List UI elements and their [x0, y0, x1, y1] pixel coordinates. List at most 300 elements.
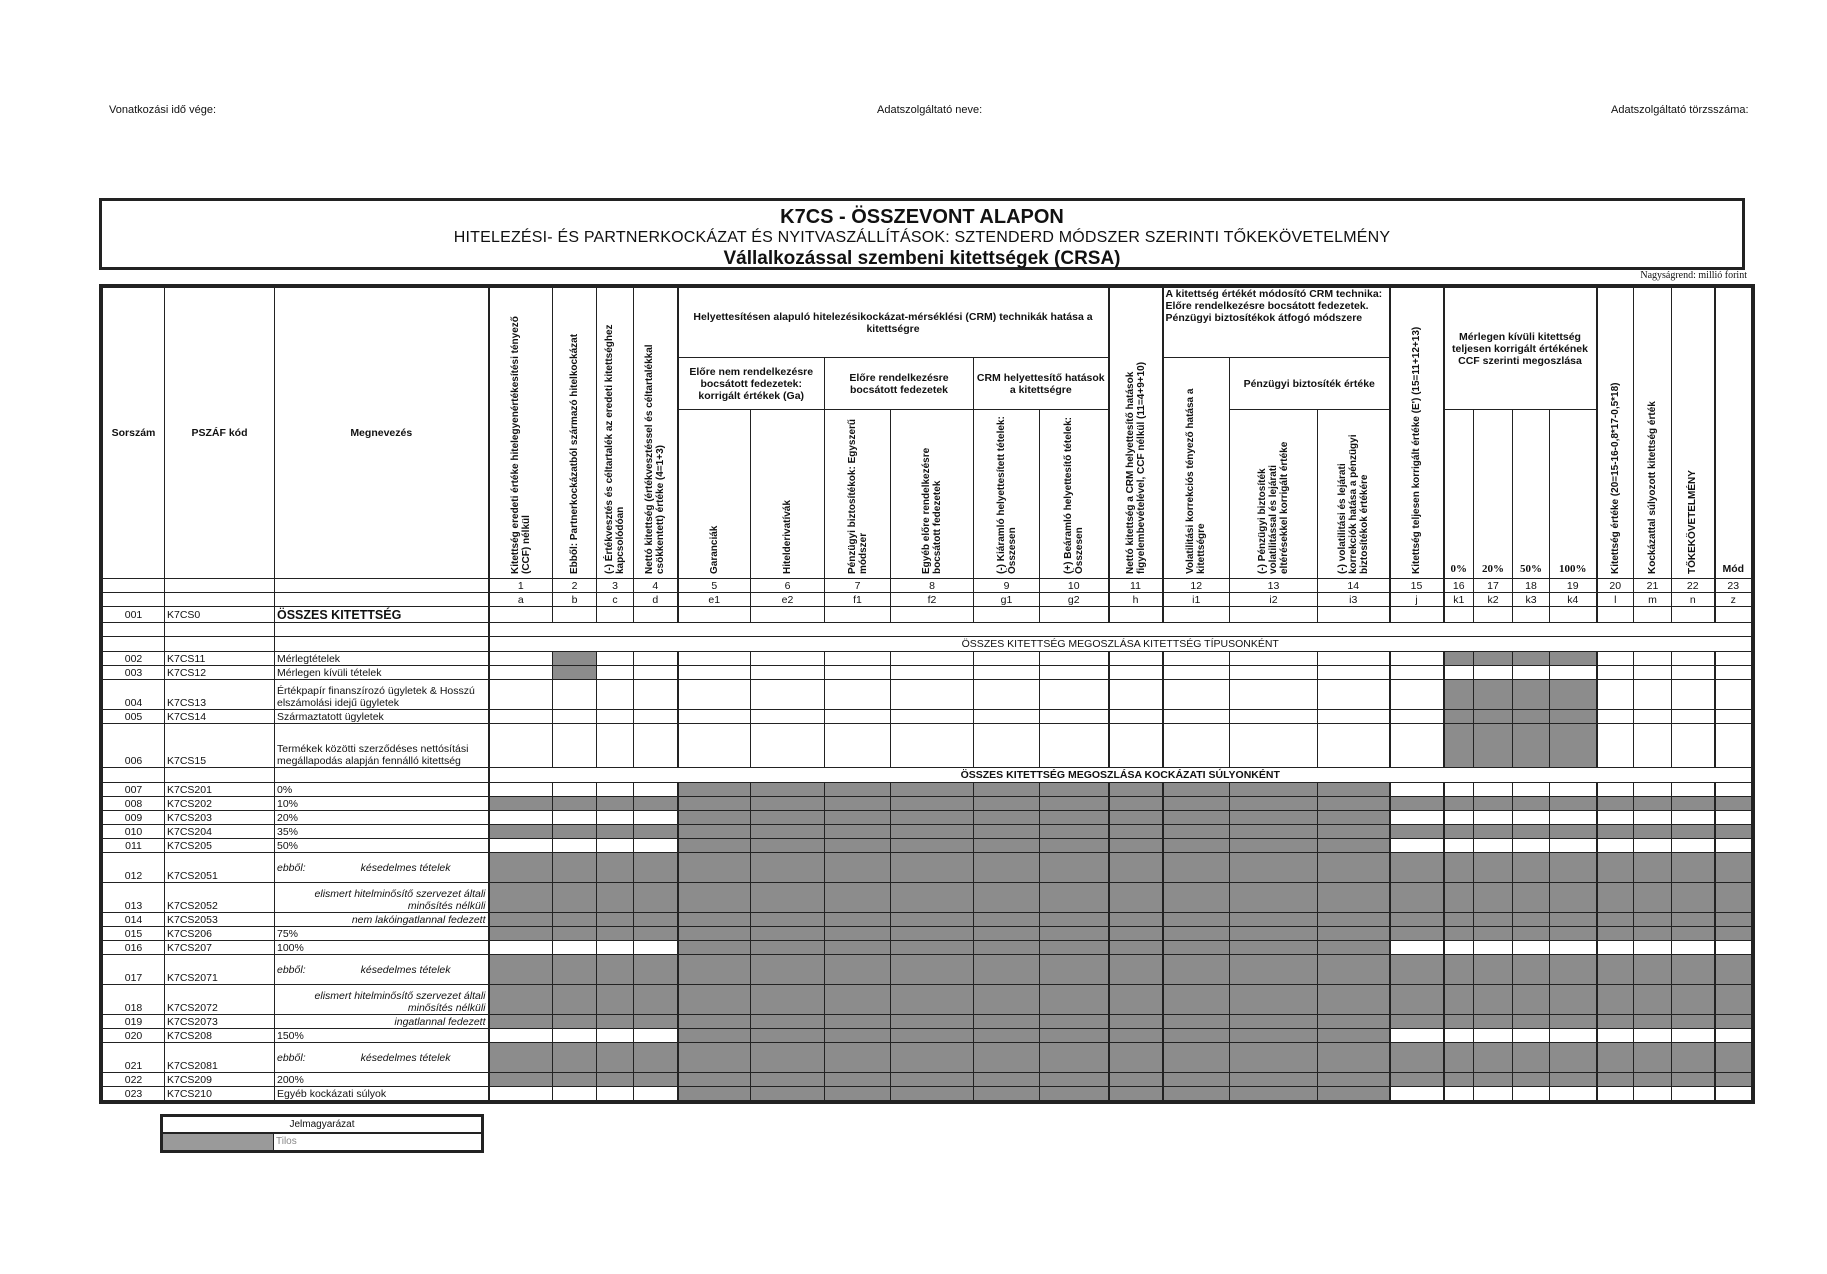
table-cell: [1390, 666, 1444, 680]
table-cell: [165, 593, 275, 607]
forbidden-cell: [1444, 927, 1474, 941]
input-cell[interactable]: [1634, 607, 1672, 623]
table-row: [103, 724, 1752, 768]
table-cell: m: [1634, 593, 1672, 607]
legend-forbidden-swatch: [163, 1134, 274, 1150]
table-cell: 9: [974, 579, 1040, 593]
forbidden-cell: [1550, 710, 1597, 724]
forbidden-cell: [1390, 927, 1444, 941]
table-cell: [489, 941, 553, 955]
table-cell: [553, 941, 597, 955]
col-header-8: Egyéb előre rendelkezésre bocsátott fedezetek: [891, 410, 974, 579]
forbidden-cell: [974, 1015, 1040, 1029]
forbidden-cell: [1109, 883, 1163, 913]
forbidden-cell: [489, 797, 553, 811]
table-cell: [1109, 680, 1163, 710]
forbidden-cell: [489, 883, 553, 913]
input-cell[interactable]: [1109, 607, 1163, 623]
table-cell: 1: [489, 579, 553, 593]
table-row: [103, 783, 1752, 797]
table-cell: [1474, 783, 1513, 797]
forbidden-cell: [891, 825, 974, 839]
forbidden-cell: [1715, 1073, 1752, 1087]
col-header-15: Kitettség teljesen korrigált értéke (E') (15=11+12+13): [1390, 288, 1444, 579]
table-cell: [974, 724, 1040, 768]
forbidden-cell: [597, 985, 634, 1015]
forbidden-cell: [974, 1029, 1040, 1043]
table-cell: [1040, 666, 1109, 680]
table-cell: [275, 623, 489, 637]
forbidden-cell: [597, 1015, 634, 1029]
forbidden-cell: [1672, 913, 1715, 927]
table-cell: [825, 680, 891, 710]
table-cell: k3: [1513, 593, 1550, 607]
forbidden-cell: [1444, 1073, 1474, 1087]
table-cell: [1474, 811, 1513, 825]
table-cell: [678, 666, 751, 680]
col-header-3: (-) Értékvesztés és céltartalék az eredeti kitettséghez kapcsolódóan: [597, 288, 634, 579]
forbidden-cell: [825, 941, 891, 955]
table-cell: [1715, 1029, 1752, 1043]
input-cell[interactable]: [891, 607, 974, 623]
table-cell: [678, 652, 751, 666]
form-subtitle: HITELEZÉSI- ÉS PARTNERKOCKÁZAT ÉS NYITVASZÁLLÍTÁSOK: SZTENDERD MÓDSZER SZERINTI TŐKEKÖVETELMÉNY: [453, 229, 1391, 246]
forbidden-cell: [553, 853, 597, 883]
forbidden-cell: [1672, 825, 1715, 839]
forbidden-cell: [553, 1015, 597, 1029]
forbidden-cell: [825, 913, 891, 927]
forbidden-cell: [1163, 955, 1230, 985]
forbidden-cell: [1163, 1015, 1230, 1029]
col-header-1: Kitettség eredeti értéke hitelegyenértékesítési tényező (CCF) nélkül: [489, 288, 553, 579]
forbidden-cell: [1715, 985, 1752, 1015]
input-cell[interactable]: [1318, 607, 1390, 623]
table-cell: [1444, 1029, 1474, 1043]
table-row: [103, 941, 1752, 955]
table-cell: [1550, 811, 1597, 825]
forbidden-cell: [1318, 1087, 1390, 1101]
forbidden-cell: [974, 1043, 1040, 1073]
table-cell: 022: [103, 1073, 165, 1087]
forbidden-cell: [1163, 853, 1230, 883]
forbidden-cell: [1163, 797, 1230, 811]
table-cell: c: [597, 593, 634, 607]
forbidden-cell: [1513, 927, 1550, 941]
forbidden-cell: [751, 1073, 825, 1087]
table-cell: [1163, 710, 1230, 724]
unit-note: Nagyságrend: millió forint: [1640, 270, 1747, 281]
table-cell: [1715, 680, 1752, 710]
forbidden-cell: [678, 941, 751, 955]
table-cell: [1634, 666, 1672, 680]
forbidden-cell: [1109, 913, 1163, 927]
table-cell: 6: [751, 579, 825, 593]
input-cell[interactable]: [825, 607, 891, 623]
table-cell: 20: [1597, 579, 1634, 593]
col-header-20: Kitettség értéke (20=15-16-0,8*17-0,5*18): [1597, 288, 1634, 579]
table-cell: [597, 666, 634, 680]
funded-protection-header: Előre rendelkezésre bocsátott fedezetek: [825, 358, 974, 410]
table-cell: 023: [103, 1087, 165, 1101]
forbidden-cell: [1550, 883, 1597, 913]
table-row: [103, 652, 1752, 666]
forbidden-cell: [1163, 883, 1230, 913]
forbidden-cell: [1230, 927, 1318, 941]
forbidden-cell: [751, 1087, 825, 1101]
forbidden-cell: [1715, 913, 1752, 927]
table-cell: [165, 579, 275, 593]
forbidden-cell: [678, 1073, 751, 1087]
table-cell: K7CS15: [165, 724, 275, 768]
input-cell[interactable]: [489, 607, 553, 623]
table-cell: K7CS13: [165, 680, 275, 710]
forbidden-cell: [751, 1029, 825, 1043]
forbidden-cell: [1634, 955, 1672, 985]
table-cell: n: [1672, 593, 1715, 607]
input-cell[interactable]: [1513, 607, 1550, 623]
table-row: [103, 853, 1752, 883]
table-cell: K7CS208: [165, 1029, 275, 1043]
forbidden-cell: [1318, 797, 1390, 811]
table-cell: [1390, 680, 1444, 710]
table-cell: [1597, 941, 1634, 955]
input-cell[interactable]: [1672, 607, 1715, 623]
forbidden-cell: [1672, 883, 1715, 913]
table-cell: [1597, 652, 1634, 666]
forbidden-cell: [825, 797, 891, 811]
table-cell: [489, 724, 553, 768]
forbidden-cell: [1230, 783, 1318, 797]
forbidden-cell: [634, 883, 678, 913]
forbidden-cell: [1715, 825, 1752, 839]
forbidden-cell: [974, 985, 1040, 1015]
forbidden-cell: [1040, 883, 1109, 913]
forbidden-cell: [1550, 825, 1597, 839]
forbidden-cell: [678, 913, 751, 927]
table-cell: 50%: [275, 839, 489, 853]
input-cell[interactable]: [634, 607, 678, 623]
table-cell: K7CS2071: [165, 955, 275, 985]
input-cell[interactable]: [1474, 607, 1513, 623]
forbidden-cell: [1318, 1073, 1390, 1087]
forbidden-cell: [489, 913, 553, 927]
forbidden-cell: [1318, 1043, 1390, 1073]
table-cell: g1: [974, 593, 1040, 607]
col-header-11: Nettó kitettség a CRM helyettesítő hatások figyelembevételével, CCF nélkül (11=4+9+10): [1109, 288, 1163, 579]
forbidden-cell: [1715, 853, 1752, 883]
table-cell: [275, 593, 489, 607]
forbidden-cell: [553, 913, 597, 927]
table-cell: [103, 579, 165, 593]
forbidden-cell: [634, 853, 678, 883]
table-cell: [1634, 724, 1672, 768]
forbidden-cell: [1163, 825, 1230, 839]
table-cell: 0%: [275, 783, 489, 797]
table-cell: [597, 811, 634, 825]
table-cell: K7CS209: [165, 1073, 275, 1087]
table-cell: [597, 710, 634, 724]
table-cell: 75%: [275, 927, 489, 941]
forbidden-cell: [553, 666, 597, 680]
forbidden-cell: [891, 941, 974, 955]
table-cell: i3: [1318, 593, 1390, 607]
table-row: [103, 913, 1752, 927]
table-cell: [1390, 941, 1444, 955]
forbidden-cell: [1474, 710, 1513, 724]
forbidden-cell: [1109, 839, 1163, 853]
table-cell: [1634, 811, 1672, 825]
forbidden-cell: [1040, 825, 1109, 839]
forbidden-cell: [1230, 1073, 1318, 1087]
table-cell: [1230, 724, 1318, 768]
table-cell: [634, 652, 678, 666]
table-cell: 015: [103, 927, 165, 941]
forbidden-cell: [489, 927, 553, 941]
table-cell: g2: [1040, 593, 1109, 607]
input-cell[interactable]: [1230, 607, 1318, 623]
table-cell: [1672, 811, 1715, 825]
report-table-wrapper: [99, 284, 1755, 1104]
forbidden-cell: [1390, 985, 1444, 1015]
table-cell: [1672, 652, 1715, 666]
table-cell: K7CS2072: [165, 985, 275, 1015]
forbidden-cell: [1163, 1043, 1230, 1073]
forbidden-cell: [1230, 883, 1318, 913]
table-cell: K7CS2052: [165, 883, 275, 913]
table-cell: 8: [891, 579, 974, 593]
forbidden-cell: [1597, 955, 1634, 985]
forbidden-cell: [891, 839, 974, 853]
table-cell: e2: [751, 593, 825, 607]
table-cell: 12: [1163, 579, 1230, 593]
forbidden-cell: [553, 797, 597, 811]
forbidden-cell: [1318, 1015, 1390, 1029]
forbidden-cell: [1230, 1029, 1318, 1043]
table-cell: [1109, 710, 1163, 724]
forbidden-cell: [891, 1015, 974, 1029]
input-cell[interactable]: [751, 607, 825, 623]
input-cell[interactable]: [1163, 607, 1230, 623]
forbidden-cell: [1634, 927, 1672, 941]
table-cell: f2: [891, 593, 974, 607]
table-row: [103, 1043, 1752, 1073]
table-cell: Termékek közötti szerződéses nettósítási megállapodás alapján fennálló kitettség: [275, 724, 489, 768]
forbidden-cell: [1163, 1087, 1230, 1101]
table-cell: 13: [1230, 579, 1318, 593]
form-title-box: [99, 198, 1745, 270]
forbidden-cell: [678, 825, 751, 839]
forbidden-cell: [1513, 955, 1550, 985]
forbidden-cell: [1040, 839, 1109, 853]
table-cell: a: [489, 593, 553, 607]
table-cell: [597, 724, 634, 768]
forbidden-cell: [891, 985, 974, 1015]
forbidden-cell: [1513, 985, 1550, 1015]
table-cell: 006: [103, 724, 165, 768]
table-cell: [489, 666, 553, 680]
table-cell: [678, 710, 751, 724]
input-cell[interactable]: [974, 607, 1040, 623]
forbidden-cell: [1109, 825, 1163, 839]
input-cell[interactable]: [1390, 607, 1444, 623]
table-cell: 22: [1672, 579, 1715, 593]
form-code-title: K7CS - ÖSSZEVONT ALAPON: [780, 206, 1064, 228]
input-cell[interactable]: [1715, 607, 1752, 623]
table-cell: [1163, 724, 1230, 768]
table-cell: K7CS203: [165, 811, 275, 825]
table-cell: [1634, 839, 1672, 853]
forbidden-cell: [1040, 927, 1109, 941]
forbidden-cell: [974, 941, 1040, 955]
forbidden-cell: [553, 825, 597, 839]
forbidden-cell: [825, 811, 891, 825]
forbidden-cell: [597, 883, 634, 913]
forbidden-cell: [1163, 783, 1230, 797]
forbidden-cell: [1230, 1087, 1318, 1101]
forbidden-cell: [1550, 913, 1597, 927]
table-cell: [1550, 783, 1597, 797]
input-cell[interactable]: [1444, 607, 1474, 623]
forbidden-cell: [1597, 1073, 1634, 1087]
forbidden-cell: [1040, 811, 1109, 825]
forbidden-cell: [1390, 797, 1444, 811]
table-cell: K7CS2051: [165, 853, 275, 883]
forbidden-cell: [825, 883, 891, 913]
forbidden-cell: [1390, 1073, 1444, 1087]
col-header-5: Garanciák: [678, 410, 751, 579]
table-cell: [678, 680, 751, 710]
forbidden-cell: [1163, 941, 1230, 955]
forbidden-cell: [1513, 1015, 1550, 1029]
provider-name-label: Adatszolgáltató neve:: [877, 104, 983, 116]
forbidden-cell: [1040, 941, 1109, 955]
table-cell: K7CS202: [165, 797, 275, 811]
forbidden-cell: [1474, 927, 1513, 941]
forbidden-cell: [974, 825, 1040, 839]
table-cell: [275, 768, 489, 783]
table-cell: 100%: [275, 941, 489, 955]
forbidden-cell: [825, 1087, 891, 1101]
table-cell: 2: [553, 579, 597, 593]
forbidden-cell: [1550, 1043, 1597, 1073]
forbidden-cell: [825, 927, 891, 941]
forbidden-cell: [1040, 1073, 1109, 1087]
table-row: [103, 1029, 1752, 1043]
table-cell: [1715, 710, 1752, 724]
table-cell: [1390, 839, 1444, 853]
table-cell: [1318, 724, 1390, 768]
forbidden-cell: [1597, 985, 1634, 1015]
forbidden-cell: [1597, 825, 1634, 839]
forbidden-cell: [1634, 1043, 1672, 1073]
table-cell: [489, 1087, 553, 1101]
forbidden-cell: [1513, 825, 1550, 839]
table-cell: [1597, 783, 1634, 797]
table-cell: [1318, 652, 1390, 666]
forbidden-cell: [825, 1073, 891, 1087]
forbidden-cell: [1040, 783, 1109, 797]
table-cell: [1672, 1029, 1715, 1043]
table-cell: [489, 710, 553, 724]
forbidden-cell: [1318, 941, 1390, 955]
table-cell: [103, 593, 165, 607]
table-cell: [1634, 710, 1672, 724]
table-cell: [1390, 1087, 1444, 1101]
forbidden-cell: [678, 797, 751, 811]
forbidden-cell: [891, 955, 974, 985]
forbidden-cell: [634, 955, 678, 985]
table-cell: [553, 839, 597, 853]
reference-date-label: Vonatkozási idő vége:: [109, 104, 217, 116]
table-cell: [1444, 839, 1474, 853]
input-cell[interactable]: [1550, 607, 1597, 623]
input-cell[interactable]: [597, 607, 634, 623]
table-cell: [1513, 1029, 1550, 1043]
table-cell: 11: [1109, 579, 1163, 593]
forbidden-cell: [891, 1043, 974, 1073]
column-number-row: [103, 579, 1752, 593]
forbidden-cell: [1444, 724, 1474, 768]
forbidden-cell: [974, 797, 1040, 811]
table-cell: [1513, 1087, 1550, 1101]
table-cell: [1672, 783, 1715, 797]
forbidden-cell: [891, 1087, 974, 1101]
forbidden-cell: [1230, 955, 1318, 985]
forbidden-cell: [1230, 941, 1318, 955]
forbidden-cell: [1040, 1015, 1109, 1029]
table-cell: 008: [103, 797, 165, 811]
forbidden-cell: [1230, 811, 1318, 825]
forbidden-cell: [1474, 724, 1513, 768]
table-cell: 012: [103, 853, 165, 883]
table-cell: [1163, 666, 1230, 680]
table-cell: [825, 666, 891, 680]
forbidden-cell: [1444, 710, 1474, 724]
financial-collateral-header: Pénzügyi biztosíték értéke: [1230, 358, 1390, 410]
forbidden-cell: [751, 839, 825, 853]
table-cell: K7CS205: [165, 839, 275, 853]
table-cell: [634, 680, 678, 710]
forbidden-cell: [1513, 913, 1550, 927]
legend-forbidden-label: Tilos: [276, 1136, 297, 1147]
forbidden-cell: [597, 955, 634, 985]
forbidden-cell: [1390, 853, 1444, 883]
input-cell[interactable]: [1040, 607, 1109, 623]
input-cell[interactable]: [553, 607, 597, 623]
table-cell: [103, 637, 165, 652]
input-cell[interactable]: [1597, 607, 1634, 623]
forbidden-cell: [1597, 797, 1634, 811]
table-cell: [1444, 1087, 1474, 1101]
table-cell: [751, 652, 825, 666]
table-cell: [1474, 666, 1513, 680]
table-cell: 18: [1513, 579, 1550, 593]
table-cell: [1597, 724, 1634, 768]
table-cell: 002: [103, 652, 165, 666]
forbidden-cell: [1230, 1043, 1318, 1073]
forbidden-cell: [1672, 985, 1715, 1015]
table-cell: [751, 710, 825, 724]
forbidden-cell: [1672, 1043, 1715, 1073]
forbidden-cell: [974, 1073, 1040, 1087]
forbidden-cell: [678, 883, 751, 913]
crm-comprehensive-group-header: A kitettség értékét módosító CRM technika: Előre rendelkezésre bocsátott fedezetek. Pénzügyi biztosítékok átfogó módszere: [1163, 288, 1390, 358]
input-cell[interactable]: [678, 607, 751, 623]
table-cell: 014: [103, 913, 165, 927]
table-cell: h: [1109, 593, 1163, 607]
table-cell: [1444, 811, 1474, 825]
forbidden-cell: [1230, 913, 1318, 927]
